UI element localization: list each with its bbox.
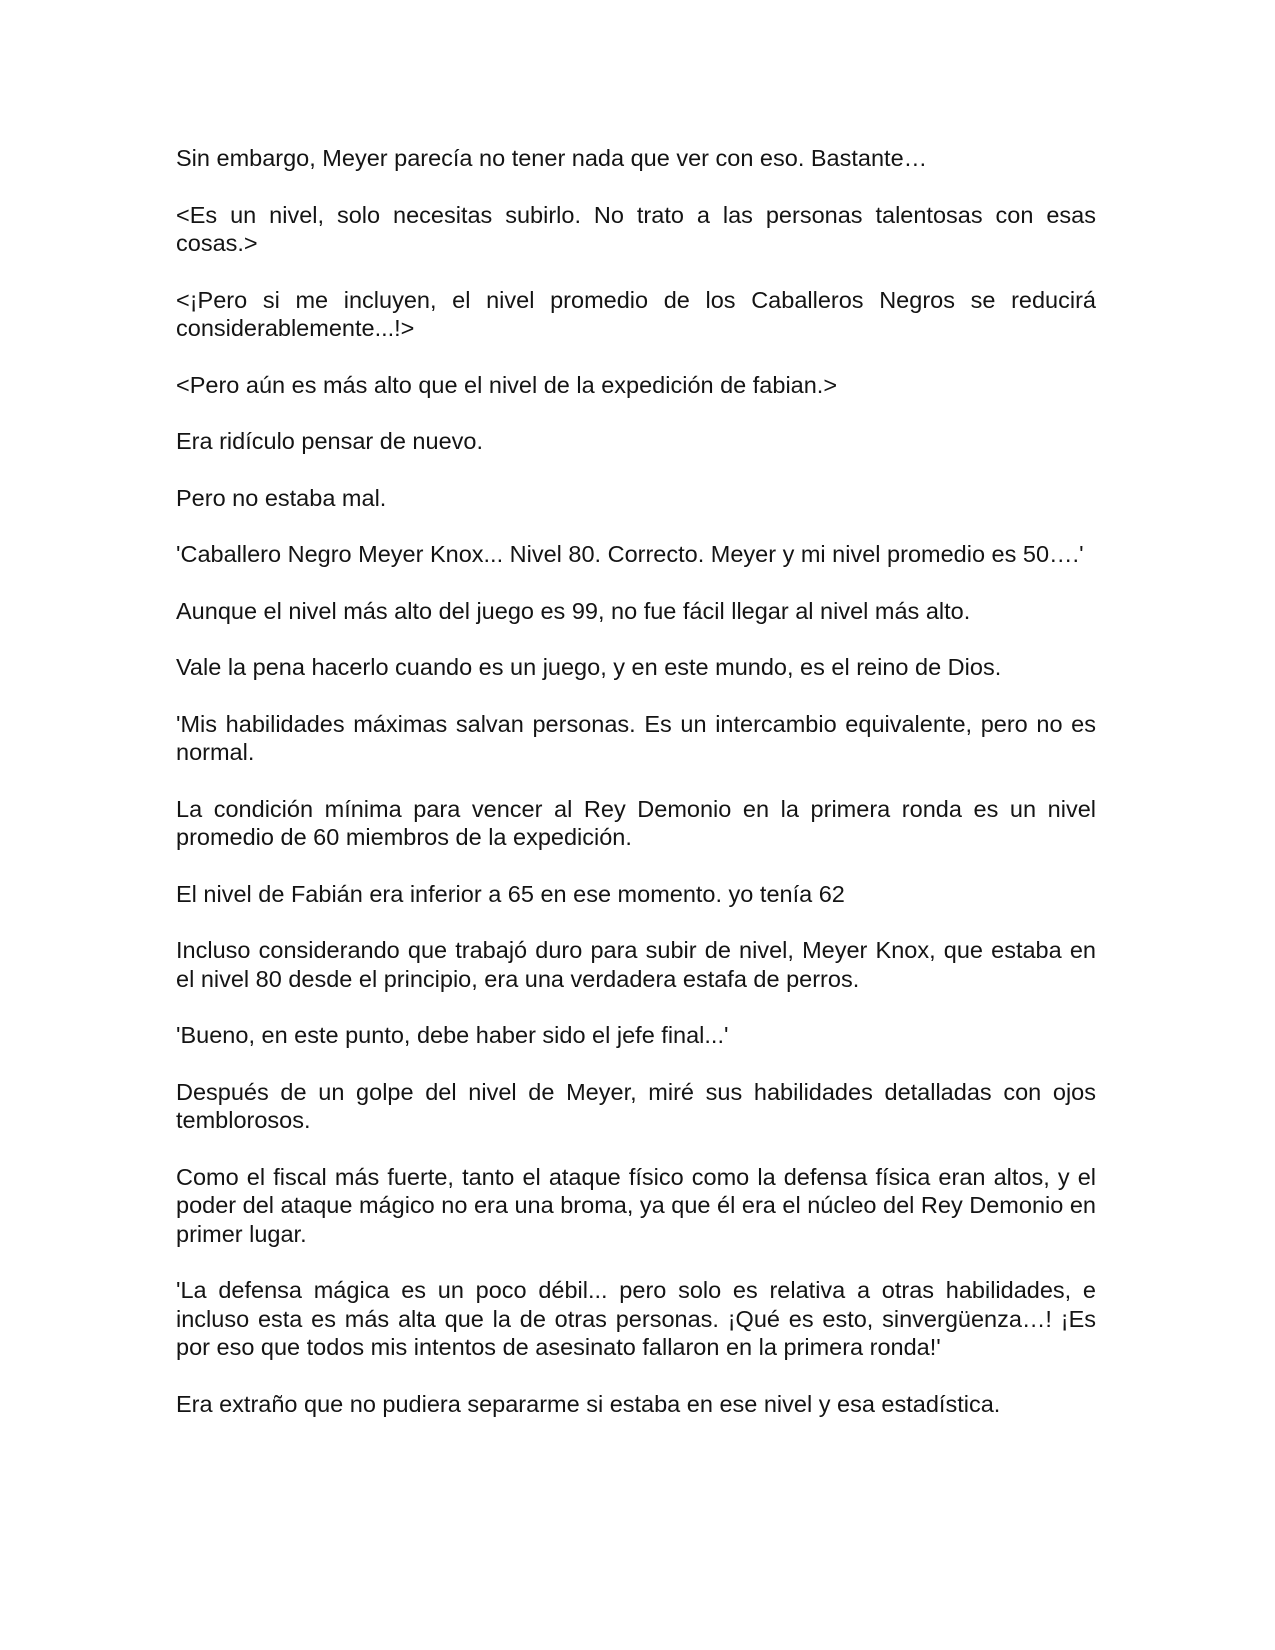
paragraph: 'Caballero Negro Meyer Knox... Nivel 80. Correcto. Meyer y mi nivel promedio es 50….' bbox=[176, 541, 1084, 567]
paragraph: Como el fiscal más fuerte, tanto el ataque físico como la defensa física eran altos, y el poder del ataque mágico no era una broma, ya que él era el núcleo del Rey Demonio en primer lugar. bbox=[176, 1163, 1096, 1247]
paragraph: 'Bueno, en este punto, debe haber sido el jefe final...' bbox=[176, 1022, 729, 1048]
paragraph: <Es un nivel, solo necesitas subirlo. No trato a las personas talentosas con esas cosas.> bbox=[176, 201, 1096, 256]
paragraph: Era extraño que no pudiera separarme si estaba en ese nivel y esa estadística. bbox=[176, 1390, 1001, 1417]
paragraph: <Pero aún es más alto que el nivel de la expedición de fabian.> bbox=[176, 371, 838, 398]
paragraph: 'La defensa mágica es un poco débil... pero solo es relativa a otras habilidades, e incluso esta es más alta que la de otras personas. ¡Qué es esto, sinvergüenza…! ¡Es por eso que todos mis intentos de asesinato fallaron en la primera ronda!' bbox=[176, 1277, 1096, 1360]
paragraph: Incluso considerando que trabajó duro para subir de nivel, Meyer Knox, que estaba en el nivel 80 desde el principio, era una verdadera estafa de perros. bbox=[176, 937, 1096, 992]
paragraph: 'Mis habilidades máximas salvan personas. Es un intercambio equivalente, pero no es normal. bbox=[176, 710, 1096, 765]
paragraph: Era ridículo pensar de nuevo. bbox=[176, 428, 483, 454]
paragraph: Vale la pena hacerlo cuando es un juego, y en este mundo, es el reino de Dios. bbox=[176, 654, 1002, 680]
paragraph: Después de un golpe del nivel de Meyer, miré sus habilidades detalladas con ojos temblorosos. bbox=[176, 1078, 1096, 1133]
paragraph: Aunque el nivel más alto del juego es 99, no fue fácil llegar al nivel más alto. bbox=[176, 597, 971, 624]
paragraph: <¡Pero si me incluyen, el nivel promedio de los Caballeros Negros se reducirá considerablemente...!> bbox=[176, 286, 1096, 341]
paragraph: Pero no estaba mal. bbox=[176, 484, 387, 511]
paragraph: Sin embargo, Meyer parecía no tener nada que ver con eso. Bastante… bbox=[176, 145, 928, 171]
document-body bbox=[176, 144, 1096, 1446]
paragraph: El nivel de Fabián era inferior a 65 en ese momento. yo tenía 62 bbox=[176, 880, 845, 907]
paragraph: La condición mínima para vencer al Rey Demonio en la primera ronda es un nivel promedio de 60 miembros de la expedición. bbox=[176, 795, 1096, 850]
